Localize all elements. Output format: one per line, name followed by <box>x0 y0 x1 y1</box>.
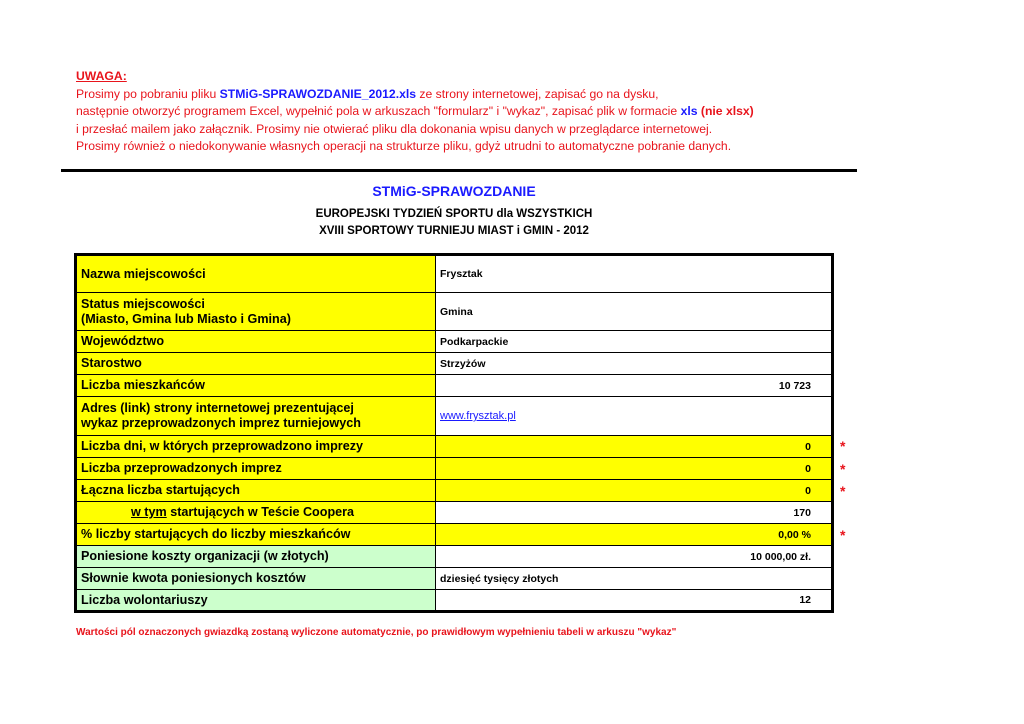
label-slownie: Słownie kwota poniesionych kosztów <box>76 568 436 590</box>
row-imprezy <box>76 458 833 480</box>
label-adres: Adres (link) strony internetowej prezentującej wykaz przeprowadzonych imprez turniejowych <box>76 397 436 436</box>
asterisk-dni: * <box>840 438 846 454</box>
notice-block <box>76 68 856 156</box>
label-nazwa: Nazwa miejscowości <box>76 255 436 293</box>
value-wolontariusze[interactable]: 12 <box>436 590 833 612</box>
label-starostwo: Starostwo <box>76 353 436 375</box>
label-dni: Liczba dni, w których przeprowadzono imprezy <box>76 436 436 458</box>
label-status: Status miejscowości (Miasto, Gmina lub Miasto i Gmina) <box>76 293 436 331</box>
notice-title: UWAGA: <box>76 69 127 83</box>
subtitle-event: EUROPEJSKI TYDZIEŃ SPORTU dla WSZYSTKICH <box>315 208 593 220</box>
row-dni <box>76 436 833 458</box>
row-koszty <box>76 546 833 568</box>
divider-line <box>61 169 857 172</box>
notice-line-4: Prosimy również o niedokonywanie własnych operacji na strukturze pliku, gdyż utrudni to automatyczne pobranie danych. <box>76 139 732 154</box>
notice-line-2: następnie otworzyć programem Excel, wypełnić pola w arkuszach "formularz" i "wykaz", zapisać plik w formacie xls (nie xlsx) <box>76 104 754 119</box>
label-mieszkancy: Liczba mieszkańców <box>76 375 436 397</box>
value-starostwo[interactable]: Strzyżów <box>436 353 833 375</box>
report-form-table <box>74 253 834 613</box>
row-startujacy <box>76 480 833 502</box>
label-cooper: w tym startujących w Teście Coopera <box>76 502 436 524</box>
website-link[interactable]: www.frysztak.pl <box>440 410 516 422</box>
notice-line-3: i przesłać mailem jako załącznik. Prosimy nie otwierać pliku dla dokonania wpisu danych w przeglądarce internetowej. <box>76 121 713 136</box>
label-wolontariusze: Liczba wolontariuszy <box>76 590 436 612</box>
asterisk-procent: * <box>840 527 846 543</box>
label-imprezy: Liczba przeprowadzonych imprez <box>76 458 436 480</box>
value-adres <box>436 397 833 436</box>
value-cooper[interactable]: 170 <box>436 502 833 524</box>
row-starostwo <box>76 353 833 375</box>
row-wolontariusze <box>76 590 833 612</box>
row-slownie <box>76 568 833 590</box>
row-procent <box>76 524 833 546</box>
row-nazwa <box>76 255 833 293</box>
value-startujacy: 0 <box>436 480 833 502</box>
value-mieszkancy[interactable]: 10 723 <box>436 375 833 397</box>
value-status[interactable]: Gmina <box>436 293 833 331</box>
value-imprezy: 0 <box>436 458 833 480</box>
row-mieszkancy <box>76 375 833 397</box>
value-nazwa[interactable]: Frysztak <box>436 255 833 293</box>
value-dni: 0 <box>436 436 833 458</box>
label-procent: % liczby startujących do liczby mieszkańców <box>76 524 436 546</box>
document-title: STMiG-SPRAWOZDANIE <box>372 183 536 199</box>
footer-note: Wartości pól oznaczonych gwiazdką zostaną wyliczone automatycznie, po prawidłowym wypełnieniu tabeli w arkuszu "wykaz" <box>76 627 677 638</box>
notice-line-1: Prosimy po pobraniu pliku STMiG-SPRAWOZDANIE_2012.xls ze strony internetowej, zapisać go na dysku, <box>76 86 659 101</box>
format-not-xlsx: (nie xlsx) <box>697 104 754 119</box>
label-startujacy: Łączna liczba startujących <box>76 480 436 502</box>
row-wojewodztwo <box>76 331 833 353</box>
label-koszty: Poniesione koszty organizacji (w złotych) <box>76 546 436 568</box>
value-slownie[interactable]: dziesięć tysięcy złotych <box>436 568 833 590</box>
row-cooper <box>76 502 833 524</box>
format-xls: xls <box>680 104 698 119</box>
value-wojewodztwo[interactable]: Podkarpackie <box>436 331 833 353</box>
row-adres <box>76 397 833 436</box>
value-procent: 0,00 % <box>436 524 833 546</box>
row-status <box>76 293 833 331</box>
label-wojewodztwo: Województwo <box>76 331 436 353</box>
subtitle-tournament: XVIII SPORTOWY TURNIEJU MIAST i GMIN - 2012 <box>319 225 589 237</box>
file-name: STMiG-SPRAWOZDANIE_2012.xls <box>219 86 417 101</box>
value-koszty[interactable]: 10 000,00 zł. <box>436 546 833 568</box>
asterisk-imprezy: * <box>840 461 846 477</box>
asterisk-startujacy: * <box>840 483 846 499</box>
